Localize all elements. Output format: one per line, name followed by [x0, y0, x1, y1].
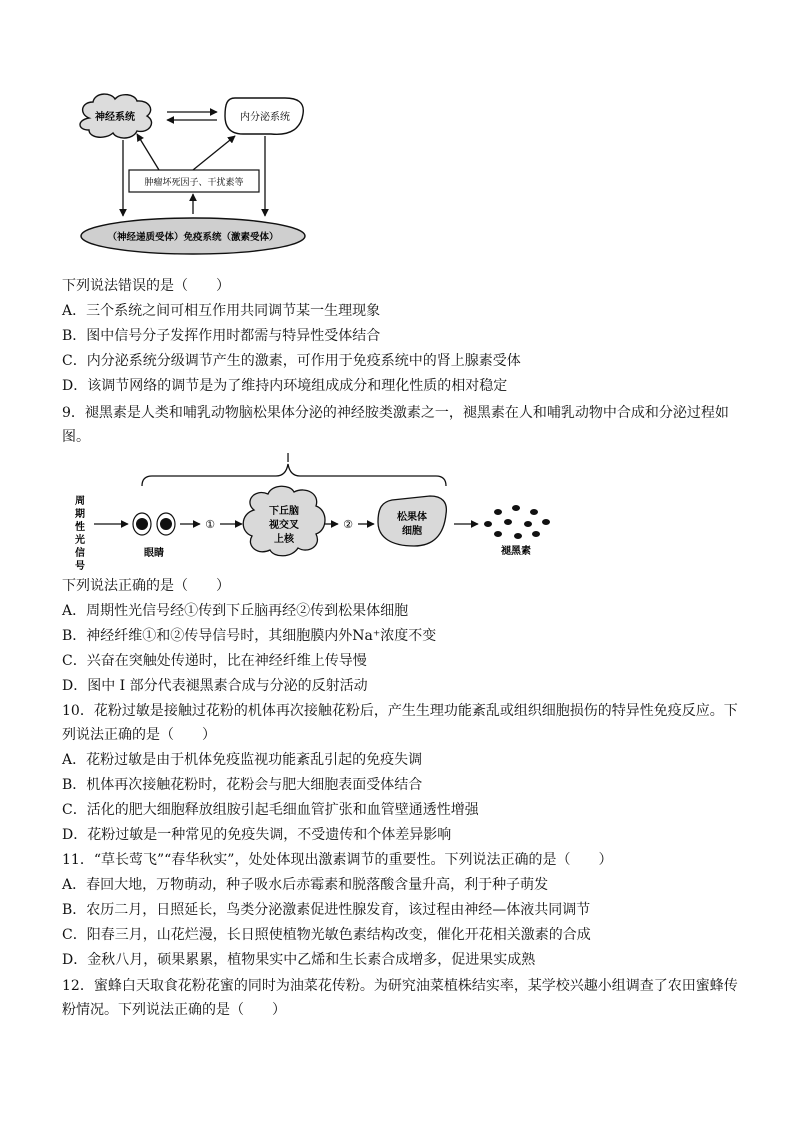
pineal-line-1: 松果体: [397, 512, 427, 523]
factors-label: 肿瘤坏死因子、干扰素等: [144, 178, 244, 188]
hypothalamus-line-1: 下丘脑: [269, 506, 299, 517]
arrow-factors-to-nervous: [137, 134, 159, 170]
q10-stem-line-2: 列说法正确的是（ ）: [62, 727, 216, 743]
q12-stem-line-1: 12．蜜蜂白天取食花粉花蜜的同时为油菜花传粉。为研究油菜植株结实率，某学校兴趣小组调查了农田蜜蜂传: [62, 978, 738, 994]
q11-option-d: D．金秋八月，硕果累累，植物果实中乙烯和生长素合成增多，促进果实成熟: [62, 952, 536, 968]
immune-system-label: （神经递质受体）免疫系统（激素受体）: [107, 232, 279, 243]
q9-option-d: D．图中 I 部分代表褪黑素合成与分泌的反射活动: [62, 678, 368, 694]
q9-stem-line-1: 9．褪黑素是人类和哺乳动物脑松果体分泌的神经胺类激素之一，褪黑素在人和哺乳动物中合成和分泌过程如: [62, 405, 729, 421]
q8-stem: 下列说法错误的是（ ）: [62, 278, 230, 294]
path-1-label: ①: [205, 518, 215, 531]
figure-regulation-network: [75, 88, 335, 260]
endocrine-system-shape: [225, 98, 303, 134]
signal-char-5: 信: [75, 548, 85, 559]
q9-stem-line-2: 图。: [62, 429, 90, 445]
pineal-cell-shape: [378, 496, 446, 546]
brace-I: [142, 464, 446, 486]
endocrine-system-label: 内分泌系统: [240, 112, 290, 123]
q9-option-a: A．周期性光信号经①传到下丘脑再经②传到松果体细胞: [62, 603, 409, 619]
pineal-line-2: 细胞: [402, 526, 422, 537]
nervous-system-cloud: [80, 94, 152, 138]
q8-option-c: C．内分泌系统分级调节产生的激素，可作用于免疫系统中的肾上腺素受体: [62, 353, 521, 369]
q11-option-a: A．春回大地，万物萌动，种子吸水后赤霉素和脱落酸含量升高，利于种子萌发: [62, 877, 549, 893]
q9-option-b: B．神经纤维①和②传导信号时，其细胞膜内外Na⁺浓度不变: [62, 628, 437, 644]
q8-option-a: A．三个系统之间可相互作用共同调节某一生理现象: [62, 303, 381, 319]
q11-option-b: B．农历二月，日照延长，鸟类分泌激素促进性腺发育，该过程由神经—体液共同调节: [62, 902, 591, 918]
q9-option-c: C．兴奋在突触处传递时，比在神经纤维上传导慢: [62, 653, 367, 669]
q10-option-b: B．机体再次接触花粉时，花粉会与肥大细胞表面受体结合: [62, 777, 423, 793]
signal-char-1: 周: [75, 496, 85, 507]
hypothalamus-line-2: 视交叉: [269, 520, 299, 531]
brace-label: I: [286, 451, 290, 465]
figure-melatonin-pathway: [70, 450, 570, 570]
nervous-system-label: 神经系统: [95, 112, 135, 123]
q8-option-d: D．该调节网络的调节是为了维持内环境组成成分和理化性质的相对稳定: [62, 378, 508, 394]
q10-option-d: D．花粉过敏是一种常见的免疫失调，不受遗传和个体差异影响: [62, 827, 452, 843]
arrow-factors-to-endocrine: [193, 136, 235, 170]
q9-question: 下列说法正确的是（ ）: [62, 578, 230, 594]
signal-char-6: 号: [75, 561, 85, 570]
signal-char-4: 光: [75, 535, 85, 546]
hypothalamus-line-3: 上核: [274, 534, 294, 545]
hypothalamus-cloud: [243, 486, 325, 556]
q10-stem-line-1: 10．花粉过敏是接触过花粉的机体再次接触花粉后，产生生理功能紊乱或组织细胞损伤的特异性免疫反应。下: [62, 703, 738, 719]
q11-option-c: C．阳春三月，山花烂漫，长日照使植物光敏色素结构改变，催化开花相关激素的合成: [62, 927, 591, 943]
q10-option-a: A．花粉过敏是由于机体免疫监视功能紊乱引起的免疫失调: [62, 752, 423, 768]
signal-char-2: 期: [75, 509, 85, 520]
network-diagram: [75, 88, 335, 260]
q12-stem-line-2: 粉情况。下列说法正确的是（ ）: [62, 1002, 286, 1018]
q10-option-c: C．活化的肥大细胞释放组胺引起毛细血管扩张和血管壁通透性增强: [62, 802, 479, 818]
path-2-label: ②: [343, 518, 353, 531]
eye-label: 眼睛: [144, 548, 164, 559]
melatonin-diagram: [70, 450, 570, 570]
q11-stem: 11．“草长莺飞”“春华秋实”，处处体现出激素调节的重要性。下列说法正确的是（ ）: [62, 852, 613, 868]
melatonin-dots: [484, 505, 550, 539]
q8-option-b: B．图中信号分子发挥作用时都需与特异性受体结合: [62, 328, 381, 344]
signal-char-3: 性: [75, 522, 85, 533]
eye-icon: [133, 513, 175, 535]
melatonin-label: 褪黑素: [501, 546, 531, 557]
